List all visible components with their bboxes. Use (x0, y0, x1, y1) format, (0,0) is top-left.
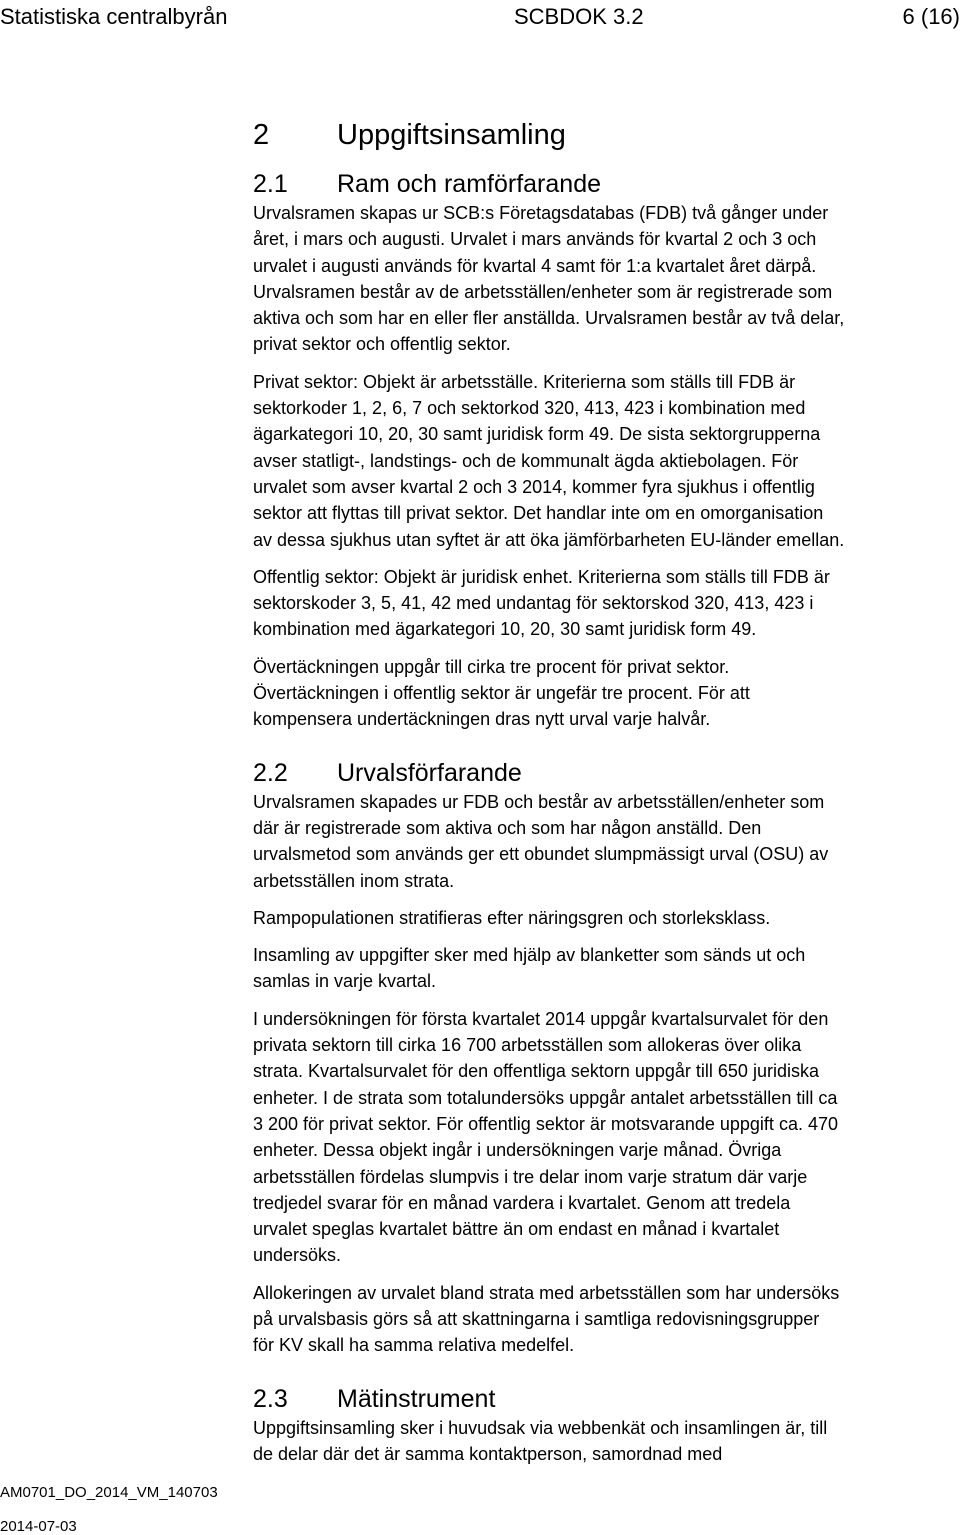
text-line: urvalet som avser kvartal 2 och 3 2014, kommer fyra sjukhus i offentlig (253, 476, 815, 497)
section-number: 2.2 (253, 758, 288, 787)
text-line: privata sektorn till cirka 16 700 arbetsställen som allokeras över olika (253, 1035, 802, 1056)
text-line: enheter. Dessa objekt ingår i undersökningen varje månad. Övriga (253, 1140, 782, 1161)
text-line: Övertäckningen i offentlig sektor är ungefär tre procent. För att (253, 683, 750, 704)
text-line: privat sektor och offentlig sektor. (253, 334, 511, 355)
text-line: Allokeringen av urvalet bland strata med arbetsställen som har undersöks (253, 1282, 840, 1303)
text-line: de delar där det är samma kontaktperson, samordnad med (253, 1443, 723, 1464)
document-code: SCBDOK 3.2 (514, 4, 644, 29)
text-line: enheter. I de strata som totalundersöks uppgår antalet arbetsställen till ca (253, 1087, 838, 1108)
text-line: Offentlig sektor: Objekt är juridisk enhet. Kriterierna som ställs till FDB är (253, 566, 830, 587)
text-line: urvalet i augusti används för kvartal 4 samt för 1:a kvartalet året därpå. (253, 255, 817, 276)
text-line: Urvalsramen skapas ur SCB:s Företagsdatabas (FDB) två gånger under (253, 203, 829, 223)
chapter-number: 2 (253, 119, 270, 151)
text-line: arbetsställen inom strata. (253, 870, 455, 891)
text-line: Urvalsramen består av de arbetsställen/enheter som är registrerade som (253, 281, 833, 302)
text-line: aktiva och som har en eller fler anställda. Urvalsramen består av två delar, (253, 308, 845, 329)
document-date: 2014-07-03 (0, 1518, 77, 1535)
text-line: urvalet speglas kvartalet bättre än om endast en månad i kvartalet (253, 1219, 780, 1240)
text-line: Övertäckningen uppgår till cirka tre procent för privat sektor. (253, 656, 730, 677)
section-heading-2-2 (253, 757, 960, 789)
page-number: 6 (16) (902, 4, 960, 29)
document-body (253, 116, 960, 1467)
text-line: året, i mars och augusti. Urvalet i mars används för kvartal 2 och 3 och (253, 229, 817, 250)
text-line: för KV skall ha samma relativa medelfel. (253, 1335, 575, 1356)
chapter-title: Uppgiftsinsamling (337, 119, 566, 151)
paragraph (253, 789, 960, 894)
paragraph (253, 564, 960, 643)
section-heading-2-3 (253, 1383, 960, 1415)
text-line: tredjedel svarar för en månad vardera i kvartalet. Genom att tredela (253, 1192, 791, 1213)
chapter-heading (253, 116, 960, 154)
paragraph (253, 369, 960, 553)
text-line: kompensera undertäckningen dras nytt urval varje halvår. (253, 709, 711, 730)
paragraph (253, 1280, 960, 1359)
section-title: Ram och ramförfarande (337, 170, 602, 198)
section-title: Urvalsförfarande (337, 758, 522, 787)
text-line: kombination med ägarkategori 10, 20, 30 samt juridisk form 49. (253, 619, 757, 640)
text-line: strata. Kvartalsurvalet för den offentliga sektorn uppgår till 650 juridiska (253, 1061, 819, 1082)
section-title: Mätinstrument (337, 1384, 496, 1413)
text-line: sektorkoder 1, 2, 6, 7 och sektorkod 320, 413, 423 i kombination med (253, 398, 806, 419)
text-line: Uppgiftsinsamling sker i huvudsak via webbenkät och insamlingen är, till (253, 1417, 828, 1438)
text-line: Rampopulationen stratifieras efter näringsgren och storleksklass. (253, 907, 771, 928)
paragraph (253, 1415, 960, 1468)
text-line: samlas in varje kvartal. (253, 971, 437, 992)
text-line: avser statligt-, landstings- och de kommunalt ägda aktiebolagen. För (253, 450, 799, 471)
text-line: sektor att flyttas till privat sektor. Det handlar inte om en omorganisation (253, 503, 824, 524)
text-line: där är registrerade som aktiva och som har någon anställd. Den (253, 817, 762, 838)
section-number: 2.1 (253, 170, 288, 198)
text-line: sektorskoder 3, 5, 41, 42 med undantag för sektorskod 320, 413, 423 i (253, 593, 814, 614)
text-line: I undersökningen för första kvartalet 2014 uppgår kvartalsurvalet för den (253, 1008, 829, 1029)
text-line: Privat sektor: Objekt är arbetsställe. Kriterierna som ställs till FDB är (253, 371, 796, 392)
text-line: urvalsmetod som används ger ett obundet slumpmässigt urval (OSU) av (253, 844, 829, 865)
text-line: 3 200 för privat sektor. För offentlig sektor är motsvarande uppgift ca. 470 (253, 1113, 838, 1134)
document-id: AM0701_DO_2014_VM_140703 (0, 1484, 218, 1501)
text-line: på urvalsbasis görs så att skattningarna i samtliga redovisningsgrupper (253, 1308, 820, 1329)
paragraph (253, 654, 960, 733)
paragraph (253, 942, 960, 995)
page-header (0, 4, 960, 38)
paragraph (253, 200, 960, 358)
organization-name: Statistiska centralbyrån (0, 4, 228, 29)
text-line: undersöks. (253, 1245, 342, 1266)
text-line: arbetsställen fördelas slumpvis i tre delar inom varje stratum där varje (253, 1166, 808, 1187)
section-number: 2.3 (253, 1384, 288, 1413)
text-line: Insamling av uppgifter sker med hjälp av blanketter som sänds ut och (253, 945, 806, 966)
paragraph (253, 905, 960, 931)
text-line: ägarkategori 10, 20, 30 samt juridisk form 49. De sista sektorgrupperna (253, 424, 821, 445)
paragraph (253, 1006, 960, 1269)
text-line: av dessa sjukhus utan syftet är att öka jämförbarheten EU-länder emellan. (253, 529, 845, 550)
section-heading-2-1 (253, 168, 960, 200)
text-line: Urvalsramen skapades ur FDB och består av arbetsställen/enheter som (253, 791, 825, 812)
